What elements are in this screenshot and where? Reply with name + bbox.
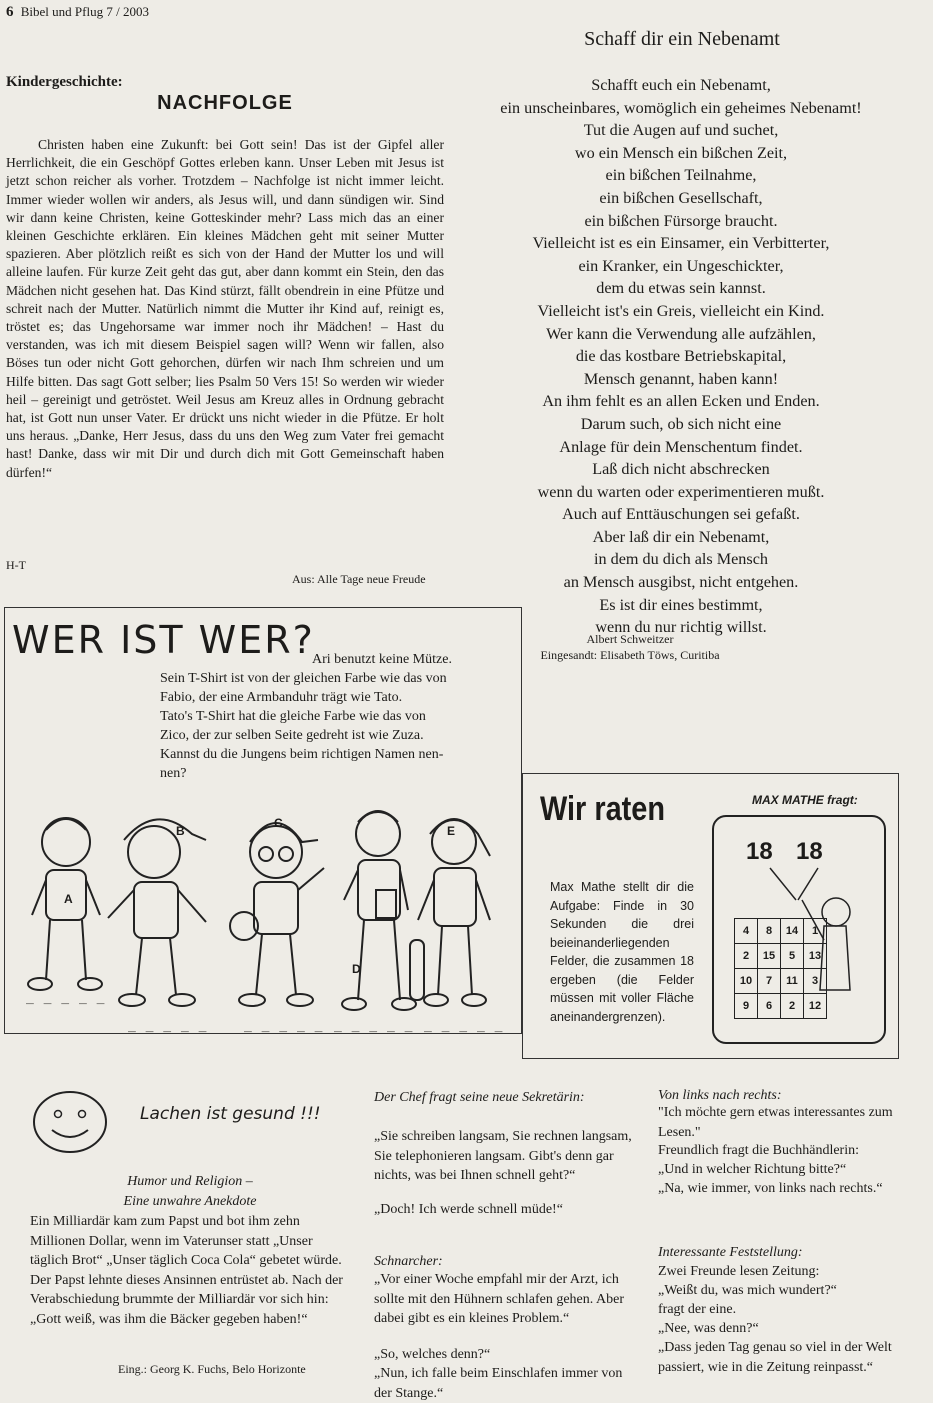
story-source: Aus: Alle Tage neue Freude (292, 572, 426, 586)
smiley-icon (30, 1088, 110, 1156)
poem-line: Schafft euch ein Nebenamt, (591, 76, 771, 94)
grid-cell[interactable]: 13 (804, 944, 827, 969)
poem-line: Auch auf Enttäuschungen sei gefaßt. (562, 505, 800, 524)
issue-number: 7 / 2003 (106, 4, 149, 19)
wer-ist-wer-puzzle (160, 650, 500, 783)
poem-line: ein unscheinbares, womöglich ein geheimes Nebenamt! (500, 98, 862, 117)
answer-blank-c[interactable]: _ _ _ _ _ (244, 1018, 324, 1033)
poem-line: Laß dich nicht abschrecken (592, 460, 770, 479)
poem-line: die das kostbare Betriebskapital, (575, 347, 787, 366)
poem-line: Aber laß dir ein Nebenamt, (592, 527, 770, 546)
schnarcher-line: „Vor einer Woche empfahl mir der Arzt, ich sollte mit den Hühnern schlafen gehen. Aber dabei gibt es ein kleines Problem.“ (374, 1272, 624, 1327)
puzzle-line: Zico, der zur selben Seite gedreht ist wie Zuza. (160, 728, 424, 743)
answer-blank-a[interactable]: _ _ _ _ _ (26, 990, 106, 1005)
poem-line: Darum such, ob sich nicht eine (580, 414, 782, 433)
poem-line: Tut die Augen auf und suchet, (583, 121, 779, 140)
poem-line: Wer kann die Verwendung alle aufzählen, (546, 324, 816, 343)
wir-raten-text: Max Mathe stellt dir die Aufgabe: Finde in 30 Sekunden die drei beieinanderliegenden Felder, die zusammen 18 ergeben (die Felder müssen mit voller Fläche aneinandergrenzen). (550, 880, 694, 1024)
page-header (6, 4, 149, 21)
boy-b-figure (108, 819, 206, 1006)
answer-blank-d[interactable]: _ _ _ _ _ (334, 1018, 414, 1033)
grid-cell[interactable]: 2 (735, 944, 758, 969)
poem-line: Vielleicht ist's ein Greis, vielleicht ein Kind. (537, 301, 825, 320)
schnarcher-line: „Nun, ich falle beim Einschlafen immer von der Stange.“ (374, 1366, 623, 1401)
grid-cell[interactable]: 8 (758, 919, 781, 944)
label-c: C (274, 816, 283, 830)
puzzle-line: Tato's T-Shirt hat die gleiche Farbe wie das von (160, 709, 426, 724)
puzzle-line: Kannst du die Jungens beim richtigen Namen nen- (160, 747, 444, 762)
answer-blank-e[interactable]: _ _ _ _ _ (424, 1018, 504, 1033)
feststellung-line: „Weißt du, was mich wundert?“ (658, 1283, 837, 1298)
grid-cell[interactable]: 12 (804, 994, 827, 1019)
boy-d-figure (342, 811, 416, 1010)
poem-line: in dem du dich als Mensch (594, 550, 768, 569)
label-d: D (352, 962, 361, 976)
grid-cell[interactable]: 10 (735, 969, 758, 994)
links-line: „Und in welcher Richtung bitte?“ (658, 1162, 847, 1177)
poem-line: ein Kranker, ein Ungeschickter, (578, 256, 784, 275)
poem-line: Vielleicht ist es ein Einsamer, ein Verbitterter, (532, 234, 830, 253)
poem-line: Es ist dir eines bestimmt, (599, 595, 763, 614)
grid-cell[interactable]: 2 (781, 994, 804, 1019)
poem-line: dem du etwas sein kannst. (596, 279, 766, 298)
puzzle-line: Fabio, der eine Armbanduhr trägt wie Tato. (160, 690, 403, 705)
feststellung-line: „Nee, was denn?“ (658, 1321, 759, 1336)
boy-e-figure (410, 819, 490, 1006)
anecdote-sent-by: Eing.: Georg K. Fuchs, Belo Horizonte (118, 1362, 306, 1376)
grid-row (735, 919, 827, 944)
poem-author: Albert Schweitzer (586, 632, 674, 646)
poem-line: Anlage für dein Menschentum findet. (559, 437, 803, 456)
poem-line: an Mensch ausgibst, nicht entgehen. (563, 573, 799, 592)
grid-cell[interactable]: 15 (758, 944, 781, 969)
publication-name: Bibel und Pflug (20, 4, 104, 19)
number-grid (734, 918, 827, 1019)
max-mathe-label: MAX MATHE fragt: (752, 793, 858, 807)
poem-line: An ihm fehlt es an allen Ecken und Enden. (542, 392, 820, 411)
poem-title: Schaff dir ein Nebenamt (584, 28, 780, 50)
label-e: E (447, 824, 456, 838)
answer-blank-b[interactable]: _ _ _ _ _ (128, 1018, 208, 1033)
story-initials: H-T (6, 558, 26, 572)
links-line: "Ich möchte gern etwas interessantes zum Lesen." (658, 1105, 893, 1140)
links-line: Freundlich fragt die Buchhändlerin: (658, 1143, 859, 1158)
story-title: NACHFOLGE (157, 92, 293, 114)
label-a: A (64, 892, 73, 906)
feststellung-title: Interessante Feststellung: (658, 1245, 803, 1260)
puzzle-line: Sein T-Shirt ist von der gleichen Farbe wie das von (160, 671, 447, 686)
boy-c-figure (230, 823, 324, 1006)
humor-banner: Lachen ist gesund !!! (140, 1104, 321, 1124)
grid-cell[interactable]: 1 (804, 919, 827, 944)
grid-row (735, 969, 827, 994)
chef-answer: „Doch! Ich werde schnell müde!“ (374, 1202, 563, 1217)
grid-row (735, 994, 827, 1019)
page-number: 6 (6, 4, 14, 20)
grid-cell[interactable]: 6 (758, 994, 781, 1019)
grid-cell[interactable]: 11 (781, 969, 804, 994)
poem-line: wenn du warten oder experimentieren mußt. (537, 482, 825, 501)
links-line: „Na, wie immer, von links nach rechts.“ (658, 1181, 883, 1196)
grid-cell[interactable]: 9 (735, 994, 758, 1019)
poem-line: wenn du nur richtig willst. (595, 618, 767, 637)
story-section-label: Kindergeschichte: (6, 74, 123, 90)
grid-cell[interactable]: 7 (758, 969, 781, 994)
feststellung-line: Zwei Freunde lesen Zeitung: (658, 1264, 820, 1279)
puzzle-line: Ari benutzt keine Mütze. (312, 652, 452, 667)
schnarcher-title: Schnarcher: (374, 1254, 443, 1269)
poem-sent-by: Eingesandt: Elisabeth Töws, Curitiba (540, 648, 720, 662)
puzzle-line: nen? (160, 766, 187, 781)
grid-cell[interactable]: 3 (804, 969, 827, 994)
anecdote-text: Ein Milliardär kam zum Papst und bot ihm zehn Millionen Dollar, wenn im Vaterunser statt „Unser täglich Brot“ „Unser täglich Coca Cola“ gebetet würde. Der Papst lehnte dieses Ansinnen entrüstet ab. Nach der Verabschiedung brummte der Milliardär vor sich hin: „Gott weiß, was ihm die Bäcker gegeben haben!“ (30, 1214, 343, 1327)
poem-line: ein bißchen Fürsorge braucht. (584, 211, 778, 230)
grid-cell[interactable]: 14 (781, 919, 804, 944)
wer-ist-wer-title: WER IST WER? (12, 618, 315, 662)
grid-cell[interactable]: 5 (781, 944, 804, 969)
label-b: B (176, 824, 185, 838)
poem-line: Mensch genannt, haben kann! (583, 369, 779, 388)
chef-title: Der Chef fragt seine neue Sekretärin: (374, 1090, 585, 1105)
chef-text: „Sie schreiben langsam, Sie rechnen langsam, Sie telephonieren langsam. Gibt's denn gar nichts, was bei Ihnen schnell geht?“ (374, 1129, 632, 1184)
feststellung-line: „Dass jeden Tag genau so viel in der Welt passiert, wie in die Zeitung reinpasst.“ (658, 1340, 892, 1375)
anecdote-title-2: Eine unwahre Anekdote (123, 1194, 257, 1209)
story-text: Christen haben eine Zukunft: bei Gott sein! Das ist der Gipfel aller Herrlichkeit, die ein Geschöpf Gottes erleben kann. Unser Leben mit Jesus ist jetzt schon reicher als vorher. Trotzdem – Nachfolge ist nicht immer leicht. Immer wieder wollen wir anders, als Jesus will, und dann sündigen wir. Sind wir dann keine Christen, keine Gotteskinder mehr? Lass mich das an einer kleinen Geschichte erklären. Ein kleines Mädchen geht mit seiner Mutter spazieren. Aber plötzlich reißt es sich von der Hand der Mutter los und will alleine laufen. Für kurze Zeit geht das gut, aber dann kommt ein Stein, den das Mädchen nicht gesehen hat. Das Kind stürzt, fällt obendrein in eine Pfütze und schreit nach der Mutter. Natürlich nimmt die Mutter ihr Kind auf, reinigt es, tröstet es; das Ungehorsame war immer noch ihr Mädchen! – Hast du verstanden, was ich mit diesem Beispiel sagen will? Wenn wir fallen, also Böses tun oder nicht Gott gehorchen, dürfen wir nach Ihm schreien und um Hilfe bitten. Das sagt Gott selber; lies Psalm 50 Vers 15! So werden wir wieder heil – gereinigt und getröstet. Weil Jesus am Kreuz alles in Ordnung gebracht hat, ist Gott nun unser Vater. Er drückt uns nicht wieder in die Pfütze. Er holt uns heraus. „Danke, Herr Jesus, dass du uns den Weg zum Vater frei gemacht hast! Danke, dass wir mit Dir und durch dich mit Gott Gemeinschaft haben dürfen!“ (6, 137, 444, 480)
wir-raten-title: Wir raten (540, 790, 666, 828)
balloon-number: 18 (796, 838, 823, 865)
links-title: Von links nach rechts: (658, 1088, 782, 1103)
schnarcher-line: „So, welches denn?“ (374, 1347, 491, 1362)
poem-line: ein bißchen Teilnahme, (605, 166, 757, 185)
feststellung-line: fragt der eine. (658, 1302, 737, 1317)
grid-row (735, 944, 827, 969)
poem-line: ein bißchen Gesellschaft, (599, 188, 763, 207)
balloon-number: 18 (746, 838, 773, 865)
poem-body (458, 74, 904, 639)
poem-line: wo ein Mensch ein bißchen Zeit, (574, 143, 788, 162)
anecdote-title-1: Humor und Religion – (127, 1174, 253, 1189)
grid-cell[interactable]: 4 (735, 919, 758, 944)
